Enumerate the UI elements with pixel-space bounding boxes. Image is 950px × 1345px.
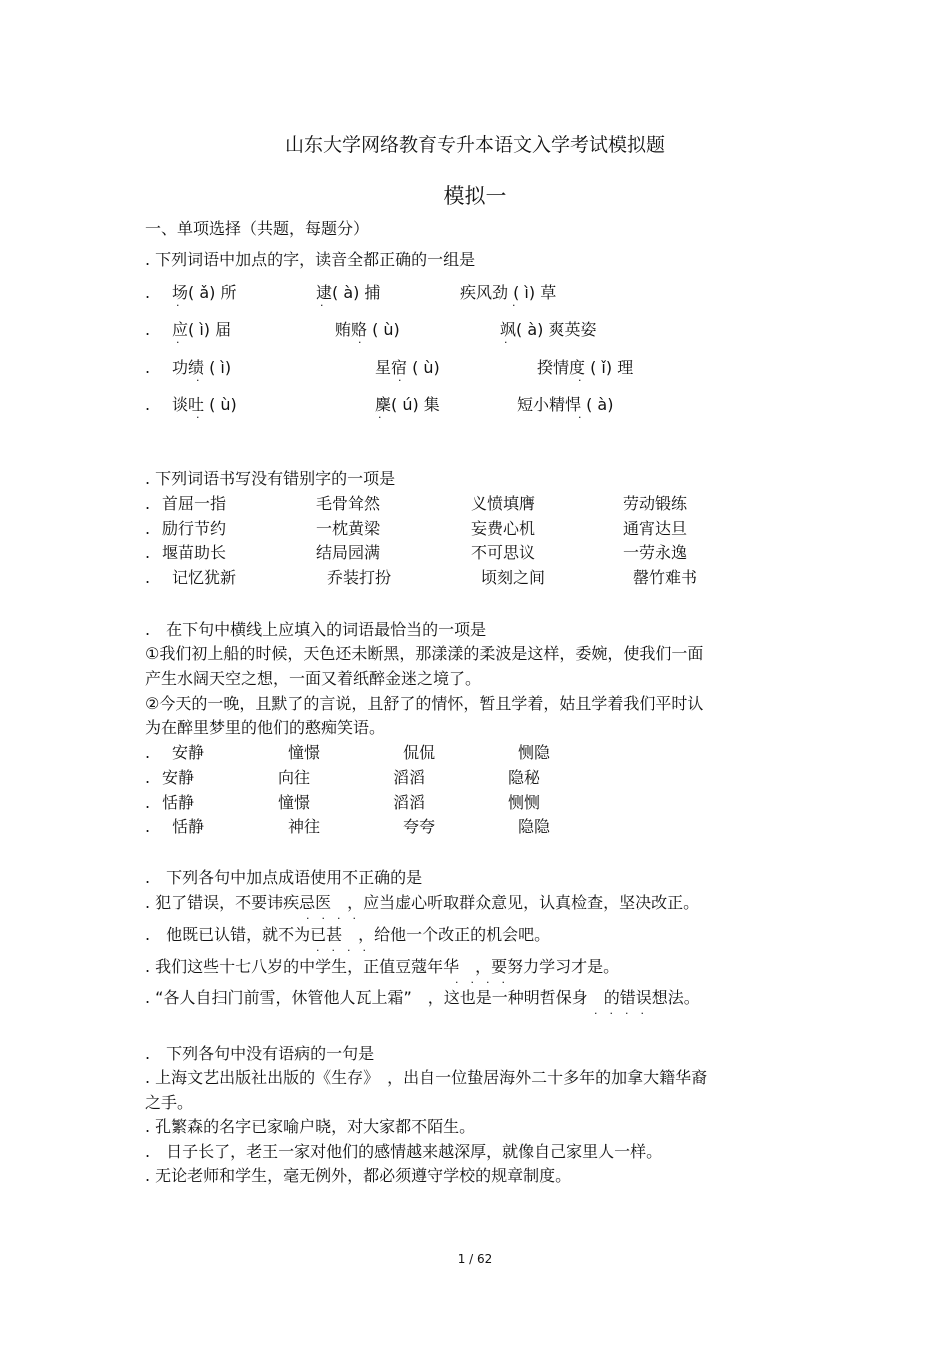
q1-option-a-marker: . [145,283,151,302]
q3-option-a-item-4: 恻隐 [518,743,551,762]
question-3-stem: . 在下句中横线上应填入的词语最恰当的一项是 [145,620,487,639]
q1-option-b-item-3: 飒( à) 爽英姿 [500,320,597,339]
q3-option-b-item-2: 向往 [278,768,311,787]
question-1-stem: . 下列词语中加点的字，读音全都正确的一组是 [145,250,476,269]
q2-option-d-marker: . [145,568,151,587]
q2-option-c-item-2: 结局园满 [316,543,381,562]
emphasis-dots: ···· [594,1007,656,1020]
document-title: 山东大学网络教育专升本语文入学考试模拟题 [284,134,665,156]
q2-option-d-item-1: 记忆犹新 [172,568,237,587]
q2-option-a-item-1: 首屈一指 [162,494,227,513]
q3-option-d-item-2: 神往 [288,817,321,836]
q3-option-b-marker: . [145,768,151,787]
page-number: 1 / 62 [457,1252,493,1266]
q4-option-b: . 他既已认错，就不为已甚 ，给他一个改正的机会吧。 [145,925,551,944]
q2-option-a-marker: . [145,494,151,513]
emphasis-dots: · [378,411,394,424]
q3-option-a-item-1: 安静 [172,743,205,762]
emphasis-dots: · [578,374,594,387]
q1-option-d-item-3: 短小精悍 ( à) [517,395,614,414]
q5-option-a-line-2: 之手。 [145,1093,194,1112]
q1-option-c-item-1: 功绩 ( ì) [172,358,232,377]
q1-option-a-item-3: 疾风劲 ( ì) 草 [460,283,557,302]
q2-option-a-item-4: 劳动锻练 [623,494,688,513]
emphasis-dots: ···· [316,944,378,957]
emphasis-dots: · [512,299,528,312]
emphasis-dots: · [176,336,192,349]
q1-option-a-item-2: 逮( à) 捕 [316,283,381,302]
question-2-stem: . 下列词语书写没有错别字的一项是 [145,469,396,488]
q1-option-c-item-2: 星宿 ( ù) [375,358,440,377]
q1-option-d-item-2: 麇( ú) 集 [375,395,440,414]
q3-passage-line-3: ②今天的一晚，且默了的言说，且舒了的情怀，暂且学着，姑且学着我们平时认 [145,694,704,713]
q2-option-b-item-4: 通宵达旦 [623,519,688,538]
question-4-stem: . 下列各句中加点成语使用不正确的是 [145,868,423,887]
q2-option-c-marker: . [145,543,151,562]
q3-passage-line-4: 为在醉里梦里的他们的憨痴笑语。 [145,718,386,737]
q3-passage-line-2: 产生水阔天空之想，一面又着纸醉金迷之境了。 [145,669,482,688]
q2-option-a-item-3: 义愤填膺 [471,494,536,513]
q2-option-b-item-2: 一枕黄梁 [316,519,381,538]
q3-option-a-marker: . [145,743,151,762]
q5-option-d: . 无论老师和学生，毫无例外，都必须遵守学校的规章制度。 [145,1166,572,1185]
q3-option-b-item-1: 安静 [162,768,195,787]
q4-option-a: . 犯了错误，不要讳疾忌医 ，应当虚心听取群众意见，认真检查，坚决改正。 [145,893,700,912]
q3-option-c-item-1: 恬静 [162,793,195,812]
q2-option-d-item-3: 顷刻之间 [481,568,546,587]
q3-option-c-item-4: 恻恻 [508,793,541,812]
q3-option-d-marker: . [145,817,151,836]
emphasis-dots: · [504,336,520,349]
emphasis-dots: ···· [455,976,517,989]
emphasis-dots: · [320,299,336,312]
q3-option-b-item-3: 滔滔 [393,768,426,787]
q3-option-a-item-2: 憧憬 [288,743,321,762]
q1-option-b-marker: . [145,320,151,339]
q3-option-d-item-3: 夸夸 [403,817,436,836]
emphasis-dots: · [196,411,212,424]
q3-option-c-marker: . [145,793,151,812]
q1-option-d-marker: . [145,395,151,414]
q3-option-c-item-3: 滔滔 [393,793,426,812]
q3-option-a-item-3: 侃侃 [403,743,436,762]
emphasis-dots: · [398,374,414,387]
q5-option-b: . 孔繁森的名字已家喻户晓，对大家都不陌生。 [145,1117,476,1136]
emphasis-dots: · [578,411,594,424]
section-heading: 一、单项选择（共题，每题分） [145,219,370,238]
q4-option-c: . 我们这些十七八岁的中学生，正值豆蔻年华 ，要努力学习才是。 [145,957,620,976]
q1-option-b-item-2: 贿赂 ( ù) [335,320,400,339]
question-5-stem: . 下列各句中没有语病的一句是 [145,1044,375,1063]
q2-option-d-item-2: 乔装打扮 [327,568,392,587]
q2-option-c-item-3: 不可思议 [471,543,536,562]
q2-option-c-item-1: 堰苗助长 [162,543,227,562]
document-subtitle: 模拟一 [443,184,507,208]
q5-option-a-line-1: . 上海文艺出版社出版的《生存》 ，出自一位蛰居海外二十多年的加拿大籍华裔 [145,1068,708,1087]
q2-option-b-marker: . [145,519,151,538]
q2-option-d-item-4: 罄竹难书 [633,568,698,587]
q1-option-a-item-1: 场( ǎ) 所 [172,283,237,302]
q3-passage-line-1: ①我们初上船的时候，天色还未断黑，那漾漾的柔波是这样，委婉，使我们一面 [145,644,704,663]
q2-option-b-item-1: 励行节约 [162,519,227,538]
emphasis-dots: · [176,299,192,312]
q2-option-c-item-4: 一劳永逸 [623,543,688,562]
q3-option-c-item-2: 憧憬 [278,793,311,812]
q4-option-d: . “各人自扫门前雪，休管他人瓦上霜” ，这也是一种明哲保身 的错误想法。 [145,988,700,1007]
q1-option-b-item-1: 应( ì) 届 [172,320,232,339]
q2-option-b-item-3: 妄费心机 [471,519,536,538]
q1-option-d-item-1: 谈吐 ( ù) [172,395,237,414]
emphasis-dots: · [358,336,374,349]
q5-option-c: . 日子长了，老王一家对他们的感情越来越深厚，就像自己家里人一样。 [145,1142,663,1161]
emphasis-dots: ···· [306,912,368,925]
emphasis-dots: · [196,374,212,387]
q3-option-b-item-4: 隐秘 [508,768,541,787]
q3-option-d-item-4: 隐隐 [518,817,551,836]
q1-option-c-item-3: 揆情度 ( ǐ) 理 [537,358,634,377]
q3-option-d-item-1: 恬静 [172,817,205,836]
q1-option-c-marker: . [145,358,151,377]
q2-option-a-item-2: 毛骨耸然 [316,494,381,513]
